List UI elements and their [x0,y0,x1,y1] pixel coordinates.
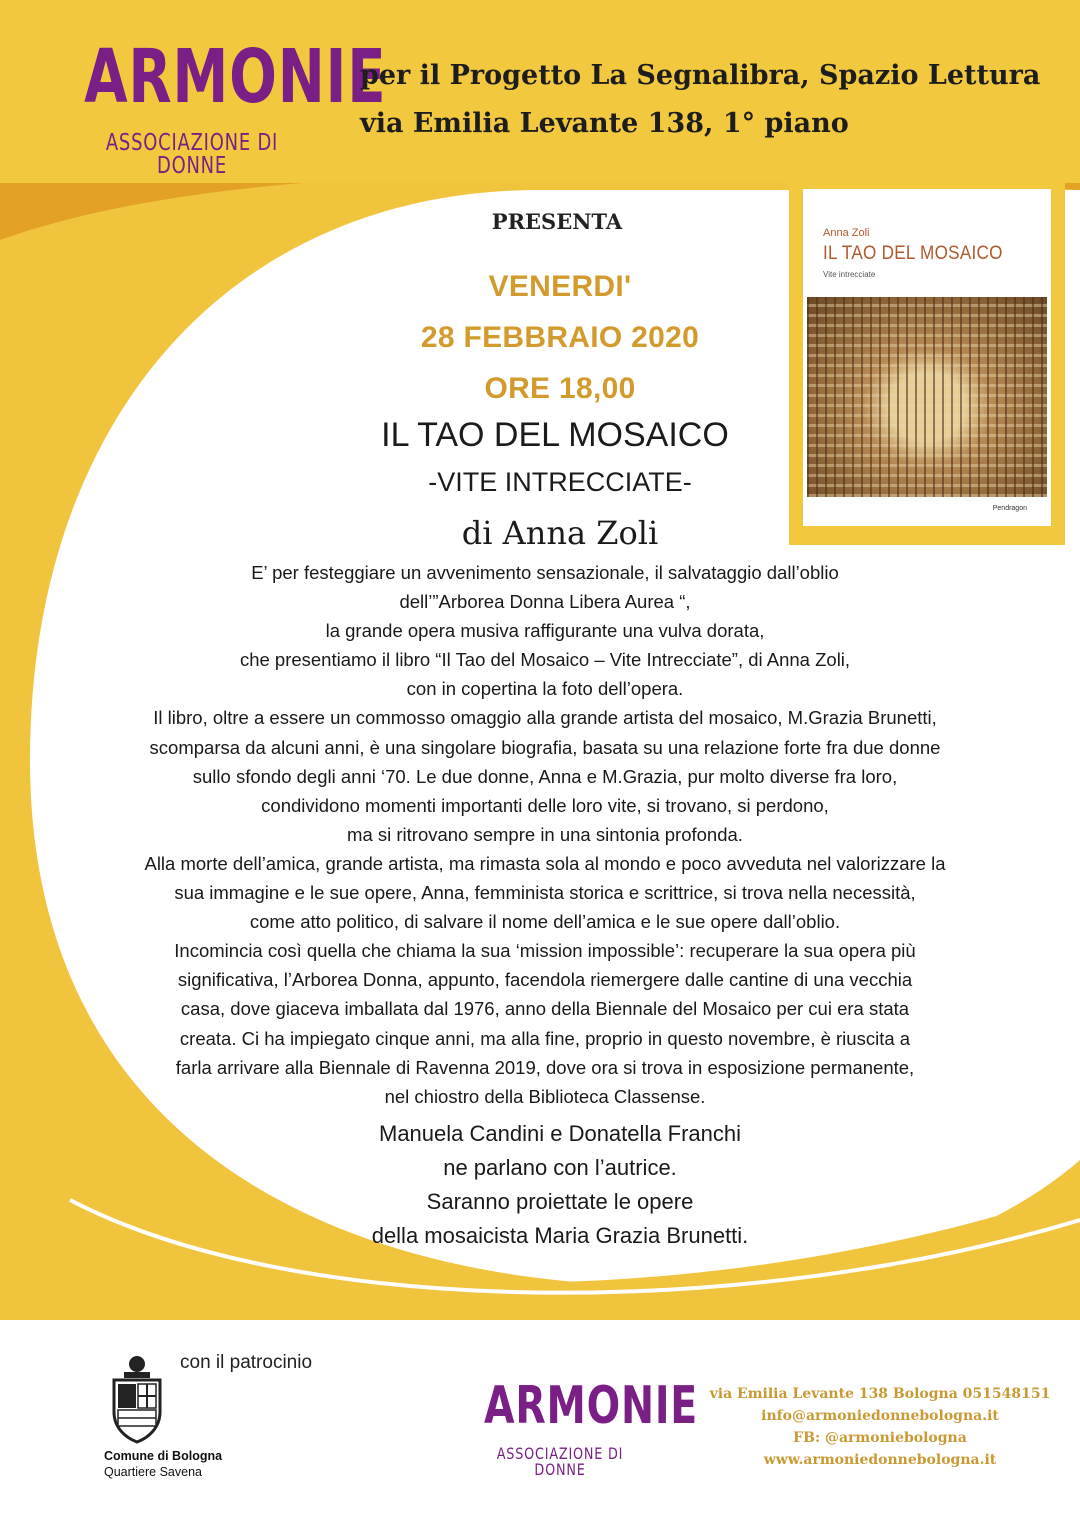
description-line: la grande opera musiva raffigurante una vulva dorata, [325,620,765,642]
armonie-logo [50,34,387,179]
description-line: E’ per festeggiare un avvenimento sensazionale, il salvataggio dall’oblio [251,562,839,583]
description-line: che presentiamo il libro “Il Tao del Mosaico – Vite Intrecciate”, di Anna Zoli, [239,649,851,671]
comune-di-bologna-crest-icon [108,1354,166,1444]
contact-address: via Emilia Levante 138 Bologna 051548151 [709,1386,1051,1402]
description-line: sullo sfondo degli anni ‘70. Le due donne, Anna e M.Grazia, pur molto diverse fra loro, [192,765,898,787]
header-band [0,0,1080,183]
book-cover-image [789,180,1065,545]
description-line: farla arrivare alla Biennale di Ravenna 2019, dove ora si trova in esposizione permanente, [175,1056,915,1078]
description-line: Alla morte dell’amica, grande artista, ma rimasta sola al mondo e poco avveduta nel valorizzare la [144,852,946,874]
speakers-line: Manuela Candini e Donatella Franchi [379,1121,741,1146]
book-author-line: di Anna Zoli [461,514,659,552]
patrocinio-label: con il patrocinio [180,1352,313,1373]
logo-subtitle: ASSOCIAZIONE DI DONNE [496,1444,624,1479]
venue-line-1: per il Progetto La Segnalibra, Spazio Lettura [360,60,1041,91]
contact-facebook[interactable]: FB: @armoniebologna [793,1430,967,1446]
description-line: come atto politico, di salvare il nome dell’amica e le sue opere dall’oblio. [249,911,841,933]
comune-name: Comune di Bologna [104,1449,223,1463]
contact-info [700,1383,1060,1471]
event-date: 28 FEBBRAIO 2020 [420,321,700,354]
mosaic-artwork-image [807,297,1047,497]
description-line: scomparsa da alcuni anni, è una singolare biografia, basata su una relazione forte fra due donne [149,736,941,758]
description-line: con in copertina la foto dell’opera. [406,678,684,700]
event-day: VENERDI' [488,270,632,303]
description-paragraph [100,558,990,1111]
book-cover-author: Anna Zoli [823,227,870,239]
speakers-line: Saranno proiettate le opere [426,1189,694,1214]
armonie-logo-footer [460,1376,699,1479]
book-cover-title: IL TAO DEL MOSAICO [823,243,1003,264]
contact-website[interactable]: www.armoniedonnebologna.it [763,1452,997,1468]
description-line: sua immagine e le sue opere, Anna, femminista storica e scrittrice, si trova nella necessità, [174,882,916,904]
description-line: Incomincia così quella che chiama la sua ‘mission impossible’: recuperare la sua opera più [174,940,916,962]
book-cover-page [803,189,1051,526]
comune-quartiere: Quartiere Savena [104,1465,202,1479]
description-line: creata. Ci ha impiegato cinque anni, ma alla fine, proprio in questo novembre, è riuscita a [179,1027,911,1049]
presenta-heading: PRESENTA [491,209,623,234]
description-line: condividono momenti importanti delle loro vite, si trovano, si perdono, [261,794,829,816]
description-line: ma si ritrovano sempre in una sintonia profonda. [347,823,743,845]
description-line: significativa, l’Arborea Donna, appunto, facendola riemergere dalle cantine di una vecchia [177,969,913,991]
book-subtitle-heading: -VITE INTRECCIATE- [428,467,692,497]
speakers-line: della mosaicista Maria Grazia Brunetti. [371,1223,749,1248]
book-cover-subtitle: Vite intrecciate [823,270,876,279]
logo-brand: ARMONIE [484,1376,699,1436]
speakers-line: ne parlano con l’autrice. [443,1155,677,1180]
speakers-block [290,1117,830,1253]
description-line: Il libro, oltre a essere un commosso omaggio alla grande artista del mosaico, M.Grazia Brunetti, [153,707,937,729]
description-line: dell’”Arborea Donna Libera Aurea “, [399,591,691,613]
description-line: casa, dove giaceva imballata dal 1976, anno della Biennale del Mosaico per cui era stata [180,998,910,1020]
book-title-heading: IL TAO DEL MOSAICO [381,416,729,454]
contact-email[interactable]: info@armoniedonnebologna.it [761,1408,999,1424]
logo-brand: ARMONIE [84,34,387,120]
venue-info [360,52,1060,148]
logo-subtitle: ASSOCIAZIONE DI DONNE [105,130,279,179]
venue-line-2: via Emilia Levante 138, 1° piano [360,108,849,139]
book-cover-publisher: Pendragon [992,505,1027,512]
footer [0,1320,1080,1528]
description-line: nel chiostro della Biblioteca Classense. [384,1085,706,1107]
event-time: ORE 18,00 [484,372,636,405]
